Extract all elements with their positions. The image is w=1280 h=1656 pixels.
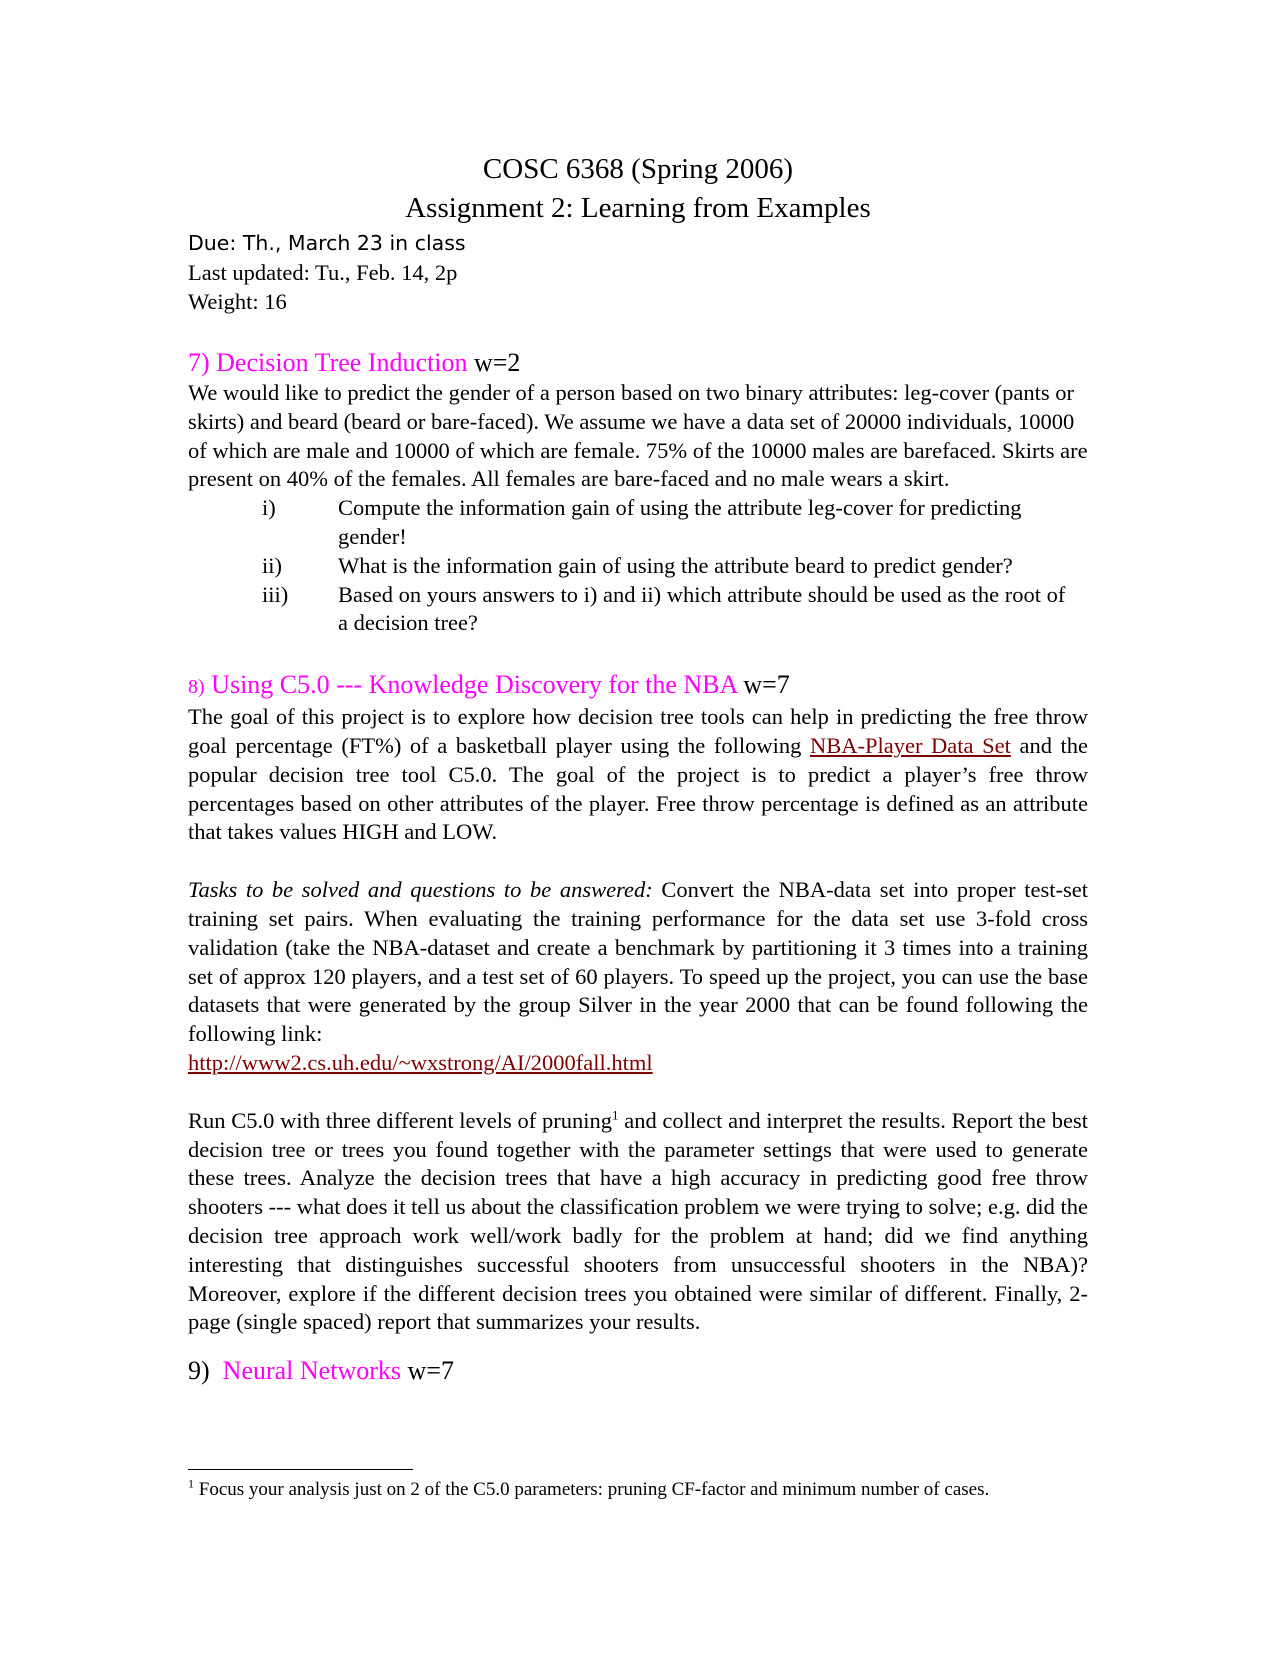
section-8-intro — [188, 703, 1088, 847]
list-item-number: ii) — [262, 552, 282, 578]
section-7-title: 7) Decision Tree Induction — [188, 348, 468, 377]
section-7-weight: w=2 — [473, 348, 521, 377]
section-9-number: 9) — [188, 1356, 210, 1386]
section-8-weight: w=7 — [743, 670, 790, 700]
run-text-end: and collect and interpret the results. Report the best decision tree or trees you found together with the parameter settings that were used to generate these trees. Analyze the decision trees that have a high accuracy in predicting good free throw shooters --- what does it tell us about the classification problem we were trying to solve; e.g. did the decision tree approach work well/work badly for the problem at hand; did we find anything interesting that distinguishes successful shooters from unsuccessful shooters in the NBA)? Moreover, explore if the different decision trees you obtained were similar of different. Finally, 2-page (single spaced) report that summarizes your results. — [188, 1107, 1088, 1335]
footnote-separator — [188, 1469, 413, 1470]
weight: Weight: 16 — [188, 289, 287, 314]
footnote-reference[interactable]: 1 — [611, 1107, 619, 1123]
list-item — [188, 581, 1088, 639]
footnote-text: Focus your analysis just on 2 of the C5.0 parameters: pruning CF-factor and minimum number of cases. — [198, 1479, 990, 1500]
list-item — [188, 494, 1088, 552]
section-8-title: Using C5.0 --- Knowledge Discovery for the NBA — [211, 670, 737, 700]
section-8-number: 8) — [188, 676, 205, 699]
assignment-title: Assignment 2: Learning from Examples — [405, 192, 871, 224]
section-8-intro-end: and the popular decision tree tool C5.0. The goal of the project is to predict a player’s free throw percentages based on other attributes of the player. Free throw percentage is defined as an attribute that takes values HIGH and LOW. — [188, 732, 1089, 845]
url-line — [188, 1049, 1088, 1078]
last-updated: Last updated: Tu., Feb. 14, 2p — [188, 260, 458, 285]
section-9-weight: w=7 — [407, 1356, 454, 1386]
list-item-text: Compute the information gain of using the attribute leg-cover for predicting gender! — [338, 495, 1022, 549]
list-item-number: iii) — [262, 581, 289, 607]
section-9-title: Neural Networks — [222, 1356, 402, 1386]
nba-player-data-set-link[interactable]: NBA-Player Data Set — [809, 732, 1011, 758]
course-title: COSC 6368 (Spring 2006) — [482, 153, 794, 185]
section-7-heading — [188, 347, 1088, 379]
paragraph-spacer — [188, 847, 1088, 876]
section-9-heading — [188, 1355, 1088, 1387]
list-item-number: i) — [262, 495, 276, 521]
section-7-intro: We would like to predict the gender of a person based on two binary attributes: leg-cover (pants or skirts) and beard (beard or bare-faced). We assume we have a data set of 20000 individuals, 10000 of which are male and 10000 of which are female. 75% of the 10000 males are barefaced. Skirts are present on 40% of the females. All females are bare-faced and no male wears a skirt. — [188, 380, 1088, 492]
run-text-start: Run C5.0 with three different levels of pruning — [188, 1107, 612, 1133]
footnote — [188, 1478, 1088, 1502]
silver-datasets-link[interactable]: http://www2.cs.uh.edu/~wxstrong/AI/2000fall.html — [188, 1049, 653, 1075]
paragraph-spacer — [188, 1078, 1088, 1107]
tasks-text: Convert the NBA-data set into proper test-set training set pairs. When evaluating the training performance for the data set use 3-fold cross validation (take the NBA-dataset and create a benchmark by partitioning it 3 times into a training set of approx 120 players, and a test set of 60 players. To speed up the project, you can use the base datasets that were generated by the group Silver in the year 2000 that can be found following the following link: — [188, 877, 1089, 1047]
list-item — [188, 552, 1088, 581]
footnote-mark: 1 — [188, 1476, 194, 1491]
section-7-question-list — [188, 494, 1088, 638]
section-8-heading — [188, 669, 1088, 703]
list-item-text: What is the information gain of using the attribute beard to predict gender? — [338, 552, 1013, 578]
due-date: Due: Th., March 23 in class — [188, 231, 466, 255]
document-body — [188, 150, 1088, 1387]
tasks-label: Tasks to be solved and questions to be answered: — [188, 877, 653, 903]
section-8-intro-start: The goal of this project is to explore how decision tree tools can help in predicting the free throw goal percentage (FT%) of a basketball player using the following — [188, 704, 1088, 758]
section-8-tasks — [188, 876, 1088, 1049]
section-8-run-instructions — [188, 1107, 1088, 1337]
list-item-text: Based on yours answers to i) and ii) which attribute should be used as the root of a decision tree? — [338, 581, 1066, 636]
